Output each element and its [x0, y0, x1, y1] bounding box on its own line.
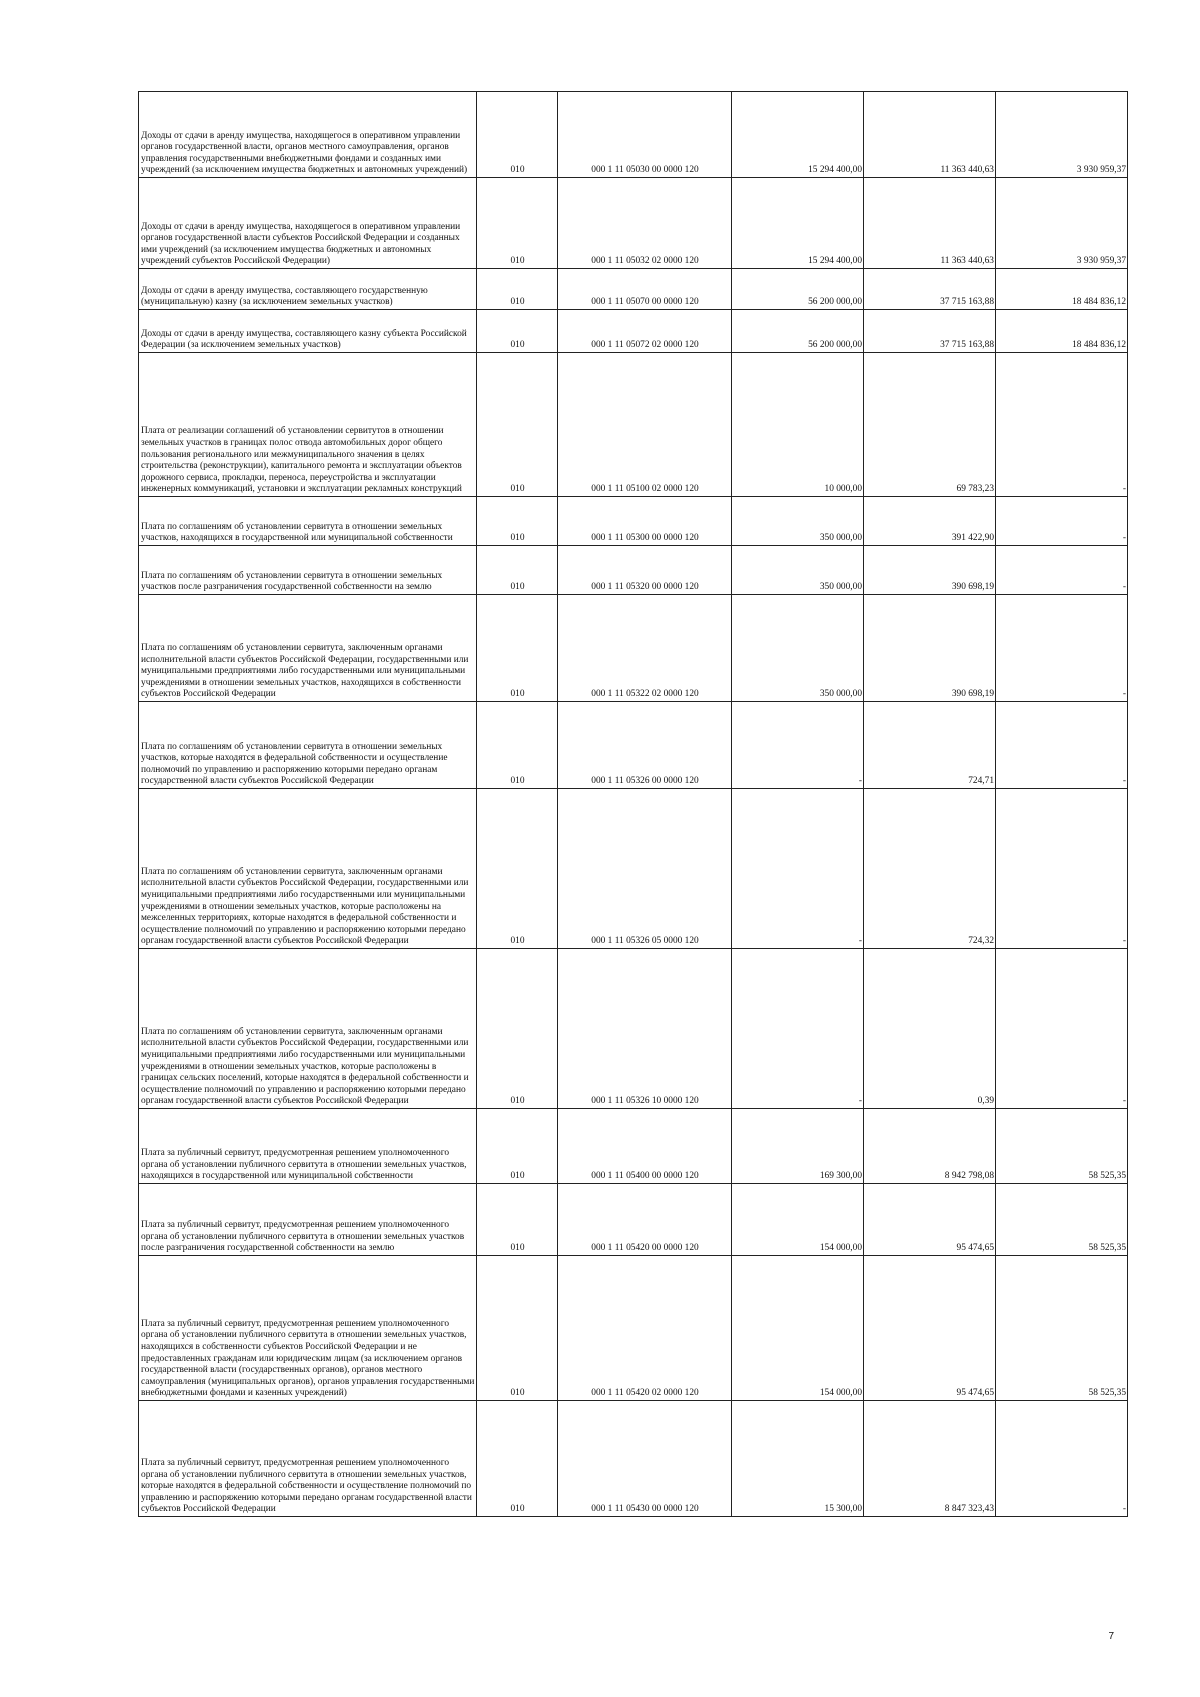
unexecuted-amount-cell: - — [996, 1401, 1128, 1517]
approved-amount-cell: 350 000,00 — [732, 497, 864, 546]
income-name-cell — [139, 1184, 477, 1256]
income-name-cell — [139, 949, 477, 1109]
income-name-text: Доходы от сдачи в аренду имущества, составляющего казну субъекта Российской Федерации (за исключением земельных участков) — [141, 328, 467, 351]
executed-amount-cell: 95 474,65 — [864, 1184, 996, 1256]
table-row — [139, 702, 1128, 789]
income-name-text: Доходы от сдачи в аренду имущества, находящегося в оперативном управлении органов государственной власти, органов местного самоуправления, органов управления государственными внебюджетными фондами и созданных ими учреждений (за исключением имущества бюджетных и автономных учреждений) — [141, 130, 468, 176]
approved-amount-cell: 154 000,00 — [732, 1184, 864, 1256]
executed-amount-cell: 724,32 — [864, 789, 996, 949]
income-name-text: Плата за публичный сервитут, предусмотренная решением уполномоченного органа об установлении публичного сервитута в отношении земельных участков, которые находятся в федеральной собственности и осуществление полномочий по управлению и распоряжению которыми передано органам государственной власти субъектов Российской Федерации — [141, 1458, 472, 1515]
income-name-text: Доходы от сдачи в аренду имущества, находящегося в оперативном управлении органов государственной власти субъектов Российской Федерации и созданных ими учреждений (за исключением имущества бюджетных и автономных учреждений субъектов Российской Федерации) — [141, 221, 461, 267]
line-code-cell: 010 — [477, 178, 558, 269]
unexecuted-amount-cell: 58 525,35 — [996, 1109, 1128, 1184]
executed-amount-cell: 95 474,65 — [864, 1256, 996, 1401]
income-name-cell — [139, 702, 477, 789]
unexecuted-amount-cell: - — [996, 789, 1128, 949]
table-row — [139, 546, 1128, 595]
approved-amount-cell: 56 200 000,00 — [732, 310, 864, 353]
budget-code-cell: 000 1 11 05030 00 0000 120 — [558, 92, 732, 178]
income-name-cell — [139, 497, 477, 546]
line-code-cell: 010 — [477, 1184, 558, 1256]
executed-amount-cell: 8 942 798,08 — [864, 1109, 996, 1184]
income-name-text: Плата по соглашениям об установлении сервитута в отношении земельных участков, находящихся в государственной или муниципальной собственности — [141, 521, 453, 544]
budget-code-cell: 000 1 11 05326 10 0000 120 — [558, 949, 732, 1109]
line-code-cell: 010 — [477, 1401, 558, 1517]
unexecuted-amount-cell: 58 525,35 — [996, 1256, 1128, 1401]
executed-amount-cell: 8 847 323,43 — [864, 1401, 996, 1517]
approved-amount-cell: - — [732, 702, 864, 789]
unexecuted-amount-cell: - — [996, 546, 1128, 595]
income-name-cell — [139, 546, 477, 595]
table-row — [139, 178, 1128, 269]
executed-amount-cell: 11 363 440,63 — [864, 178, 996, 269]
approved-amount-cell: 15 294 400,00 — [732, 92, 864, 178]
income-name-cell — [139, 353, 477, 497]
unexecuted-amount-cell: - — [996, 353, 1128, 497]
line-code-cell: 010 — [477, 789, 558, 949]
approved-amount-cell: 10 000,00 — [732, 353, 864, 497]
table-row — [139, 310, 1128, 353]
budget-code-cell: 000 1 11 05320 00 0000 120 — [558, 546, 732, 595]
approved-amount-cell: 154 000,00 — [732, 1256, 864, 1401]
line-code-cell: 010 — [477, 269, 558, 310]
executed-amount-cell: 37 715 163,88 — [864, 310, 996, 353]
line-code-cell: 010 — [477, 1109, 558, 1184]
income-name-text: Плата по соглашениям об установлении сервитута, заключенным органами исполнительной власти субъектов Российской Федерации, государственными или муниципальными предприятиями либо государственными или муниципальными учреждениями в отношении земельных участков, которые расположены на межселенных территориях, которые находятся в федеральной собственности и осуществление полномочий по управлению и распоряжению которыми передано органам государственной власти субъектов Российской Федерации — [141, 866, 469, 947]
unexecuted-amount-cell: - — [996, 949, 1128, 1109]
budget-code-cell: 000 1 11 05322 02 0000 120 — [558, 595, 732, 702]
line-code-cell: 010 — [477, 310, 558, 353]
budget-code-cell: 000 1 11 05072 02 0000 120 — [558, 310, 732, 353]
income-name-cell — [139, 789, 477, 949]
unexecuted-amount-cell: - — [996, 497, 1128, 546]
income-name-text: Плата по соглашениям об установлении сервитута, заключенным органами исполнительной власти субъектов Российской Федерации, государственными или муниципальными предприятиями либо государственными или муниципальными учреждениями в отношении земельных участков, находящихся в собственности субъектов Российской Федерации — [141, 643, 469, 700]
table-row — [139, 789, 1128, 949]
income-name-cell — [139, 595, 477, 702]
executed-amount-cell: 391 422,90 — [864, 497, 996, 546]
income-name-cell — [139, 269, 477, 310]
approved-amount-cell: 169 300,00 — [732, 1109, 864, 1184]
budget-code-cell: 000 1 11 05400 00 0000 120 — [558, 1109, 732, 1184]
executed-amount-cell: 11 363 440,63 — [864, 92, 996, 178]
executed-amount-cell: 724,71 — [864, 702, 996, 789]
line-code-cell: 010 — [477, 1256, 558, 1401]
table-row — [139, 1256, 1128, 1401]
budget-code-cell: 000 1 11 05100 02 0000 120 — [558, 353, 732, 497]
income-name-cell — [139, 1401, 477, 1517]
executed-amount-cell: 390 698,19 — [864, 595, 996, 702]
line-code-cell: 010 — [477, 497, 558, 546]
report-body — [139, 92, 1128, 1517]
executed-amount-cell: 37 715 163,88 — [864, 269, 996, 310]
line-code-cell: 010 — [477, 353, 558, 497]
page-number: 7 — [1108, 1631, 1114, 1642]
budget-code-cell: 000 1 11 05420 00 0000 120 — [558, 1184, 732, 1256]
budget-code-cell: 000 1 11 05420 02 0000 120 — [558, 1256, 732, 1401]
income-name-cell — [139, 310, 477, 353]
income-name-text: Плата за публичный сервитут, предусмотренная решением уполномоченного органа об установлении публичного сервитута в отношении земельных участков, находящихся в государственной или муниципальной собственности — [141, 1148, 467, 1182]
approved-amount-cell: 350 000,00 — [732, 546, 864, 595]
budget-code-cell: 000 1 11 05430 00 0000 120 — [558, 1401, 732, 1517]
unexecuted-amount-cell: 3 930 959,37 — [996, 178, 1128, 269]
executed-amount-cell: 0,39 — [864, 949, 996, 1109]
income-name-text: Плата по соглашениям об установлении сервитута, заключенным органами исполнительной власти субъектов Российской Федерации, государственными или муниципальными предприятиями либо государственными или муниципальными учреждениями в отношении земельных участков, которые расположены в границах сельских поселений, которые находятся в федеральной собственности и осуществление полномочий по управлению и распоряжению которыми передано органам государственной власти субъектов Российской Федерации — [141, 1026, 469, 1107]
approved-amount-cell: 15 294 400,00 — [732, 178, 864, 269]
unexecuted-amount-cell: 18 484 836,12 — [996, 269, 1128, 310]
income-name-text: Доходы от сдачи в аренду имущества, составляющего государственную (муниципальную) казну (за исключением земельных участков) — [141, 285, 428, 308]
executed-amount-cell: 390 698,19 — [864, 546, 996, 595]
table-row — [139, 1109, 1128, 1184]
budget-code-cell: 000 1 11 05326 00 0000 120 — [558, 702, 732, 789]
approved-amount-cell: - — [732, 949, 864, 1109]
income-name-cell — [139, 92, 477, 178]
income-name-cell — [139, 1109, 477, 1184]
budget-code-cell: 000 1 11 05326 05 0000 120 — [558, 789, 732, 949]
line-code-cell: 010 — [477, 595, 558, 702]
approved-amount-cell: 56 200 000,00 — [732, 269, 864, 310]
table-row — [139, 497, 1128, 546]
income-name-text: Плата по соглашениям об установлении сервитута в отношении земельных участков, которые находятся в федеральной собственности и осуществление полномочий по управлению и распоряжению которыми передано органам государственной власти субъектов Российской Федерации — [141, 741, 448, 787]
unexecuted-amount-cell: 58 525,35 — [996, 1184, 1128, 1256]
income-name-text: Плата по соглашениям об установлении сервитута в отношении земельных участков после разграничения государственной собственности на землю — [141, 570, 443, 593]
table-row — [139, 1401, 1128, 1517]
line-code-cell: 010 — [477, 949, 558, 1109]
unexecuted-amount-cell: 18 484 836,12 — [996, 310, 1128, 353]
unexecuted-amount-cell: - — [996, 595, 1128, 702]
line-code-cell: 010 — [477, 546, 558, 595]
line-code-cell: 010 — [477, 92, 558, 178]
income-report-table — [138, 91, 1128, 1517]
income-name-text: Плата за публичный сервитут, предусмотренная решением уполномоченного органа об установлении публичного сервитута в отношении земельных участков, находящихся в собственности субъектов Российской Федерации и не предоставленных гражданам или юридическим лицам (за исключением органов государственной власти (государственных органов), органов местного самоуправления (муниципальных органов), органов управления государственными внебюджетными фондами и казенных учреждений) — [141, 1318, 475, 1399]
approved-amount-cell: 15 300,00 — [732, 1401, 864, 1517]
executed-amount-cell: 69 783,23 — [864, 353, 996, 497]
table-row — [139, 92, 1128, 178]
budget-code-cell: 000 1 11 05032 02 0000 120 — [558, 178, 732, 269]
table-row — [139, 1184, 1128, 1256]
approved-amount-cell: - — [732, 789, 864, 949]
table-row — [139, 595, 1128, 702]
income-name-cell — [139, 178, 477, 269]
approved-amount-cell: 350 000,00 — [732, 595, 864, 702]
table-row — [139, 949, 1128, 1109]
income-name-text: Плата за публичный сервитут, предусмотренная решением уполномоченного органа об установлении публичного сервитута в отношении земельных участков после разграничения государственной собственности на землю — [141, 1220, 465, 1254]
unexecuted-amount-cell: 3 930 959,37 — [996, 92, 1128, 178]
table-row — [139, 269, 1128, 310]
line-code-cell: 010 — [477, 702, 558, 789]
income-name-text: Плата от реализации соглашений об установлении сервитутов в отношении земельных участков в границах полос отвода автомобильных дорог общего пользования регионального или межмуниципального значения в целях строительства (реконструкции), капитального ремонта и эксплуатации объектов дорожного сервиса, прокладки, переноса, переустройства и эксплуатации инженерных коммуникаций, установки и эксплуатации рекламных конструкций — [141, 426, 462, 495]
budget-code-cell: 000 1 11 05300 00 0000 120 — [558, 497, 732, 546]
budget-code-cell: 000 1 11 05070 00 0000 120 — [558, 269, 732, 310]
table-row — [139, 353, 1128, 497]
unexecuted-amount-cell: - — [996, 702, 1128, 789]
income-name-cell — [139, 1256, 477, 1401]
